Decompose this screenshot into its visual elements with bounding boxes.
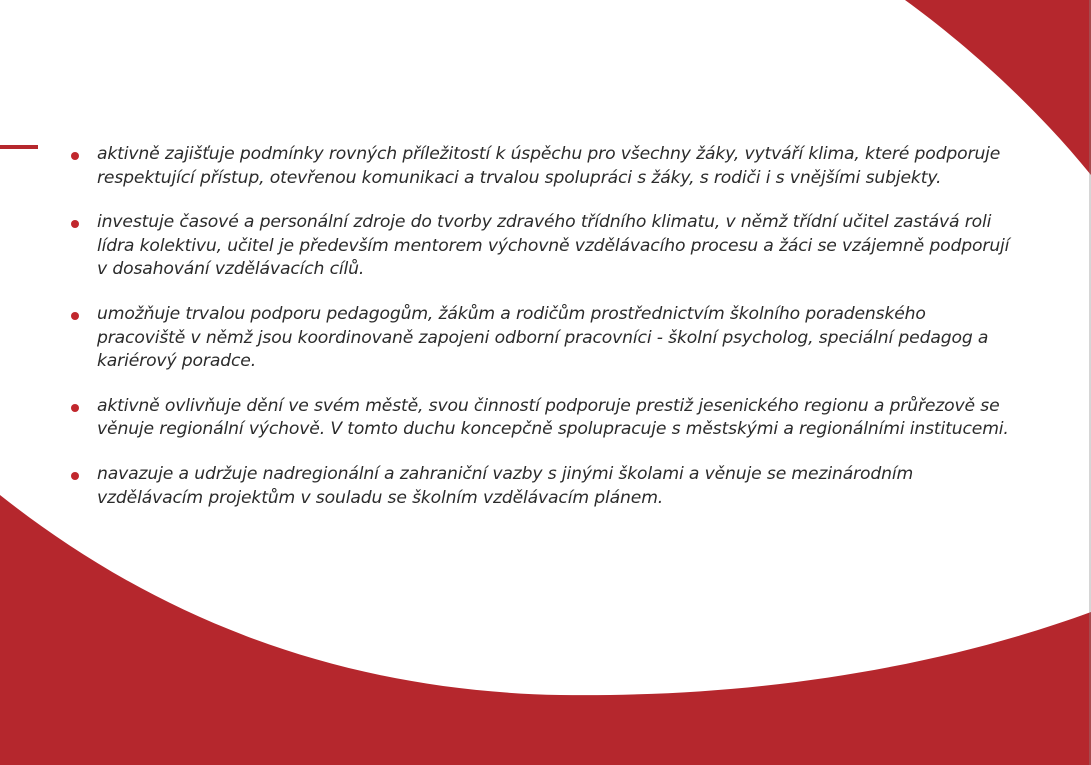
accent-bar [0, 145, 38, 149]
bullet-dot-icon [71, 220, 79, 228]
list-item [70, 463, 1015, 510]
list-item-text: umožňuje trvalou podporu pedagogům, žákům a rodičům prostřednictvím školního poradenského pracoviště v němž jsou koordinovaně zapojeni odborní pracovníci - školní psycholog, speciální pedagog a kariérový poradce. [97, 303, 989, 372]
bullet-dot-icon [71, 152, 79, 160]
bullet-list [70, 143, 1015, 510]
bullet-dot-icon [71, 404, 79, 412]
list-item-text: aktivně ovlivňuje dění ve svém městě, svou činností podporuje prestiž jesenického regionu a průřezově se věnuje regionální výchově. V tomto duchu koncepčně spolupracuje s městskými a regionálními institucemi. [97, 395, 1009, 440]
list-item [70, 143, 1015, 190]
bullet-dot-icon [71, 472, 79, 480]
list-item-text: navazuje a udržuje nadregionální a zahraniční vazby s jinými školami a věnuje se mezinárodním vzdělávacím projektům v souladu se školním vzdělávacím plánem. [97, 463, 914, 508]
bullet-dot-icon [71, 312, 79, 320]
list-item-text: aktivně zajišťuje podmínky rovných příležitostí k úspěchu pro všechny žáky, vytváří klima, které podporuje respektující přístup, otevřenou komunikaci a trvalou spolupráci s žáky, s rodiči i s vnějšími subjekty. [97, 144, 1001, 188]
bottom-red-wave [0, 495, 1091, 765]
list-item [70, 395, 1015, 442]
list-item [70, 303, 1015, 374]
list-item-text: investuje časové a personální zdroje do tvorby zdravého třídního klimatu, v němž třídní učitel zastává roli lídra kolektivu, učitel je především mentorem výchovně vzdělávacího procesu a žáci se vzájemně podporují v dosahování vzdělávacích cílů. [97, 212, 1010, 280]
list-item [70, 211, 1015, 282]
content-area [70, 143, 1015, 531]
